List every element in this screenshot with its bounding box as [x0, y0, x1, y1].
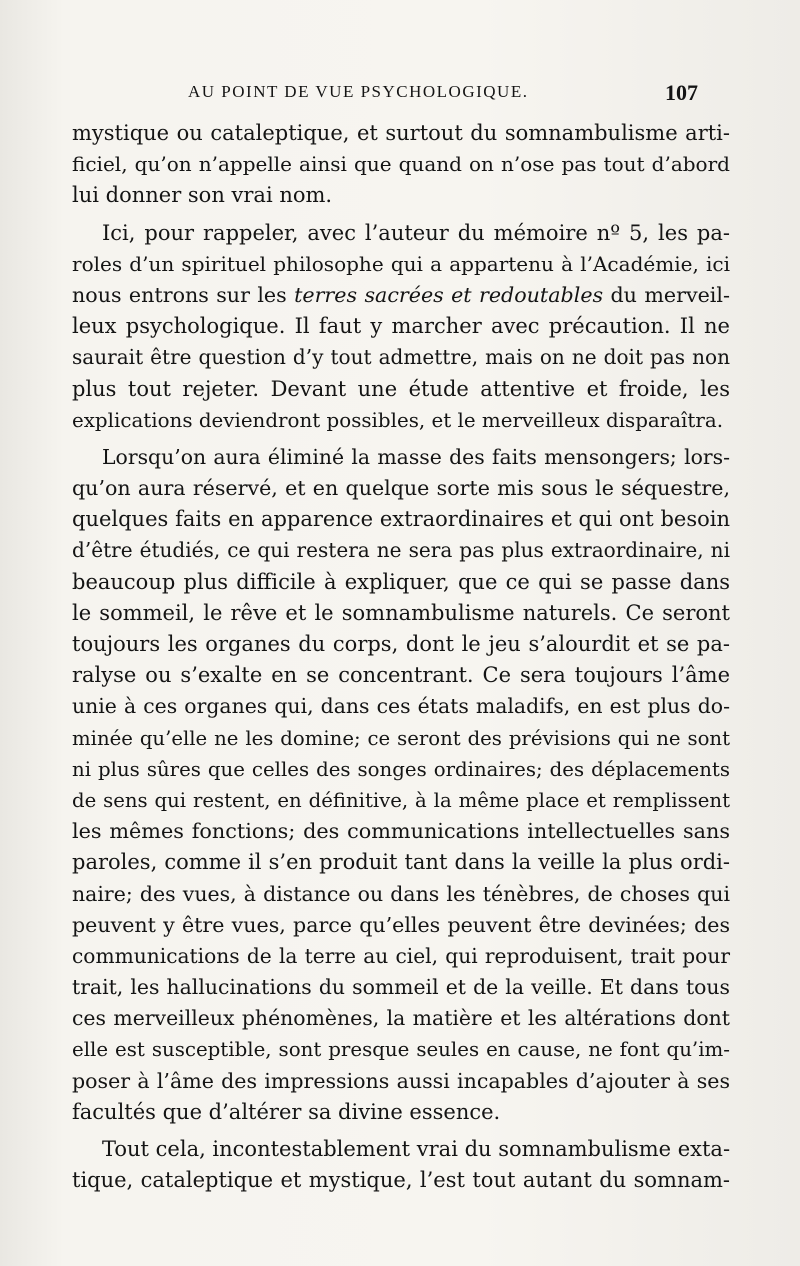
- text-line: Tout cela, incontestablement vrai du somnambulisme exta-: [102, 1137, 731, 1161]
- text-line: trait, les hallucinations du sommeil et de la veille. Et dans tous: [72, 975, 730, 1000]
- page-number: 107: [665, 80, 698, 105]
- text-line: naire; des vues, à distance ou dans les ténèbres, de choses qui: [72, 881, 730, 906]
- text-line: ni plus sûres que celles des songes ordinaires; des déplacements: [72, 757, 730, 781]
- text-line: Lorsqu’on aura éliminé la masse des faits mensongers; lors-: [102, 444, 730, 469]
- page-header: [70, 80, 710, 110]
- text-line: mystique ou cataleptique, et surtout du somnambulisme arti-: [72, 121, 730, 145]
- italic-phrase: terres sacrées et redoutables: [294, 282, 604, 307]
- text-line: facultés que d’altérer sa divine essence.: [72, 1099, 501, 1124]
- text-line: ralyse ou s’exalte en se concentrant. Ce sera toujours l’âme: [72, 663, 730, 688]
- text-line: beaucoup plus difficile à expliquer, que ce qui se passe dans: [72, 569, 730, 594]
- text-line: saurait être question d’y tout admettre, mais on ne doit pas non: [72, 345, 730, 370]
- text-line: ficiel, qu’on n’appelle ainsi que quand on n’ose pas tout d’abord: [72, 152, 730, 177]
- running-head: AU POINT DE VUE PSYCHOLOGIQUE.: [188, 82, 529, 101]
- text-line: unie à ces organes qui, dans ces états maladifs, en est plus do-: [72, 694, 730, 719]
- text-line: roles d’un spirituel philosophe qui a appartenu à l’Académie, ici: [72, 251, 730, 276]
- text-line: qu’on aura réservé, et en quelque sorte mis sous le séquestre,: [72, 476, 730, 501]
- text-line: peuvent y être vues, parce qu’elles peuvent être devinées; des: [72, 912, 730, 937]
- text-line: toujours les organes du corps, dont le jeu s’alourdit et se pa-: [72, 632, 730, 656]
- text-line: d’être étudiés, ce qui restera ne sera pas plus extraordinaire, ni: [72, 538, 730, 563]
- text-line: explications deviendront possibles, et le merveilleux disparaîtra.: [72, 408, 724, 432]
- text-line: quelques faits en apparence extraordinaires et qui ont besoin: [72, 507, 730, 532]
- text-line: nous entrons sur les terres sacrées et redoutables du merveil-: [72, 282, 730, 307]
- text-line: elle est susceptible, sont presque seules en cause, ne font qu’im-: [72, 1038, 730, 1062]
- text-line: tique, cataleptique et mystique, l’est tout autant du somnam-: [72, 1168, 730, 1193]
- text-line: ces merveilleux phénomènes, la matière et les altérations dont: [72, 1006, 730, 1031]
- text-line: minée qu’elle ne les domine; ce seront des prévisions qui ne sont: [72, 726, 730, 750]
- text-line: les mêmes fonctions; des communications intellectuelles sans: [72, 819, 730, 844]
- text-line: plus tout rejeter. Devant une étude attentive et froide, les: [72, 376, 730, 401]
- body-text: [72, 118, 730, 1196]
- text-line: lui donner son vrai nom.: [72, 183, 333, 208]
- text-line: paroles, comme il s’en produit tant dans la veille la plus ordi-: [72, 850, 730, 875]
- text-line: communications de la terre au ciel, qui reproduisent, trait pour: [72, 943, 730, 968]
- text-line: le sommeil, le rêve et le somnambulisme naturels. Ce seront: [72, 600, 730, 625]
- text-line: leux psychologique. Il faut y marcher avec précaution. Il ne: [72, 314, 730, 339]
- text-line: poser à l’âme des impressions aussi incapables d’ajouter à ses: [72, 1068, 730, 1093]
- text-line: Ici, pour rappeler, avec l’auteur du mémoire nº 5, les pa-: [102, 220, 730, 245]
- text-line: de sens qui restent, en définitive, à la même place et remplissent: [72, 788, 730, 812]
